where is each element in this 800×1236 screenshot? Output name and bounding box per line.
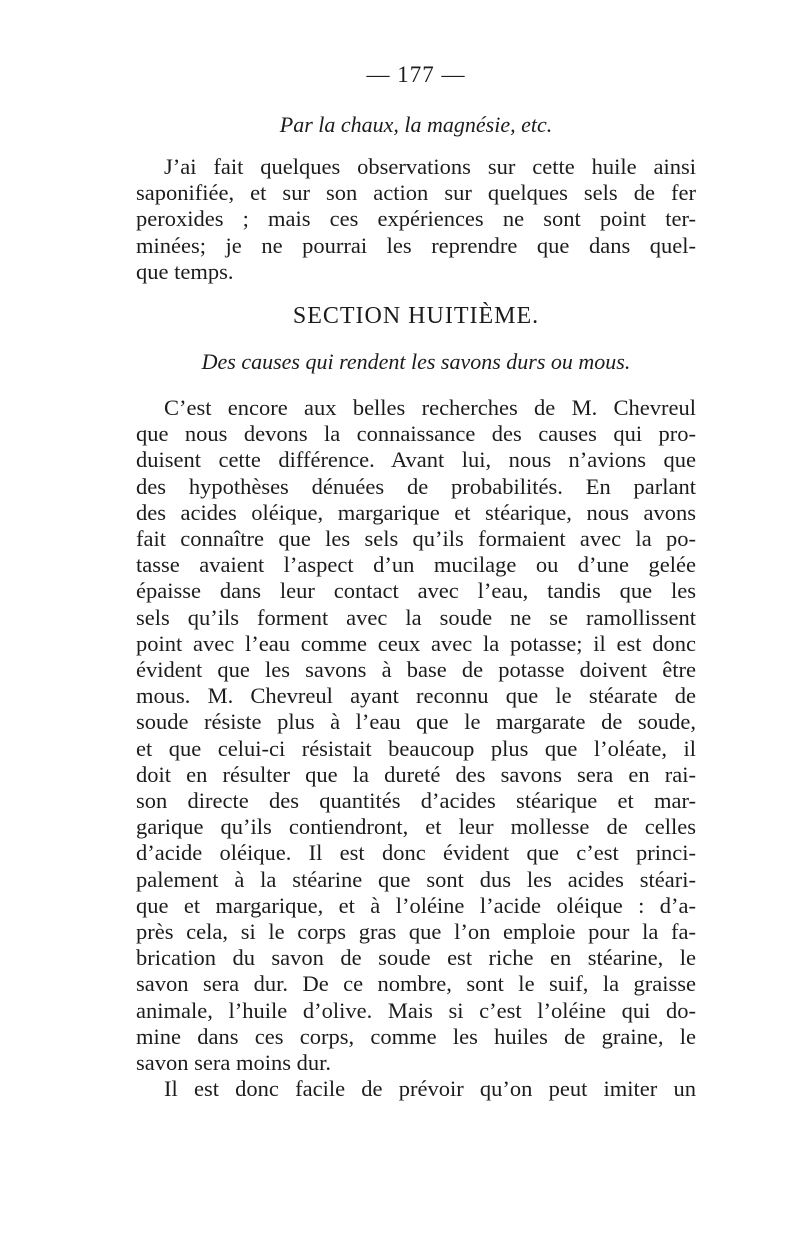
text-line: que nous devons la connaissance des causes qui pro- (136, 421, 696, 447)
paragraph-imitation (136, 1076, 696, 1102)
text-line: des acides oléique, margarique et stéarique, nous avons (136, 499, 696, 525)
paragraph-chevreul-research (136, 395, 696, 1076)
text-line: garique qu’ils contiendront, et leur mollesse de celles (136, 814, 696, 840)
text-line: que temps. (136, 258, 234, 284)
paragraph-saponification-notes (136, 154, 696, 285)
subheading: Par la chaux, la magnésie, etc. (279, 112, 553, 137)
text-line: son directe des quantités d’acides stéarique et mar- (136, 788, 696, 814)
text-line: minées; je ne pourrai les reprendre que dans quel- (136, 232, 696, 258)
text-line: tasse avaient l’aspect d’un mucilage ou d’une gelée (136, 552, 696, 578)
text-line: évident que les savons à base de potasse doivent être (136, 657, 696, 683)
text-line: doit en résulter que la dureté des savons sera en rai- (136, 761, 696, 787)
text-line: saponifiée, et sur son action sur quelques sels de fer (136, 180, 696, 206)
text-line: sels qu’ils forment avec la soude ne se ramollissent (136, 604, 696, 630)
text-line: près cela, si le corps gras que l’on emploie pour la fa- (136, 919, 696, 945)
text-line: savon sera dur. De ce nombre, sont le suif, la graisse (136, 971, 696, 997)
text-line: Il est donc facile de prévoir qu’on peut imiter un (164, 1076, 696, 1102)
text-line: fait connaître que les sels qu’ils formaient avec la po- (136, 526, 696, 552)
text-line: duisent cette différence. Avant lui, nous n’avions que (136, 447, 696, 473)
text-line: soude résiste plus à l’eau que le margarate de soude, (136, 709, 696, 735)
text-line: des hypothèses dénuées de probabilités. En parlant (136, 473, 696, 499)
text-line: palement à la stéarine que sont dus les acides stéari- (136, 866, 696, 892)
text-line: et que celui-ci résistait beaucoup plus que l’oléate, il (136, 735, 696, 761)
book-page (136, 58, 696, 1103)
text-line: mous. M. Chevreul ayant reconnu que le stéarate de (136, 683, 696, 709)
section-subtitle: Des causes qui rendent les savons durs ou mous. (201, 349, 631, 375)
text-line: que et margarique, et à l’oléine l’acide oléique : d’a- (136, 892, 696, 918)
text-line: point avec l’eau comme ceux avec la potasse; il est donc (136, 630, 696, 656)
text-line: peroxides ; mais ces expériences ne sont point ter- (136, 206, 696, 232)
text-line: J’ai fait quelques observations sur cette huile ainsi (164, 154, 696, 179)
text-line: brication du savon de soude est riche en stéarine, le (136, 945, 696, 971)
text-line: animale, l’huile d’olive. Mais si c’est l’oléine qui do- (136, 997, 696, 1023)
text-line: d’acide oléique. Il est donc évident que c’est princi- (136, 840, 696, 866)
text-line: savon sera moins dur. (136, 1050, 331, 1076)
text-line: C’est encore aux belles recherches de M. Chevreul (164, 395, 696, 421)
text-line: épaisse dans leur contact avec l’eau, tandis que les (136, 578, 696, 604)
text-line: mine dans ces corps, comme les huiles de graine, le (136, 1023, 696, 1049)
section-title: SECTION HUITIÈME. (292, 303, 540, 330)
page-number: — 177 — (366, 62, 466, 87)
